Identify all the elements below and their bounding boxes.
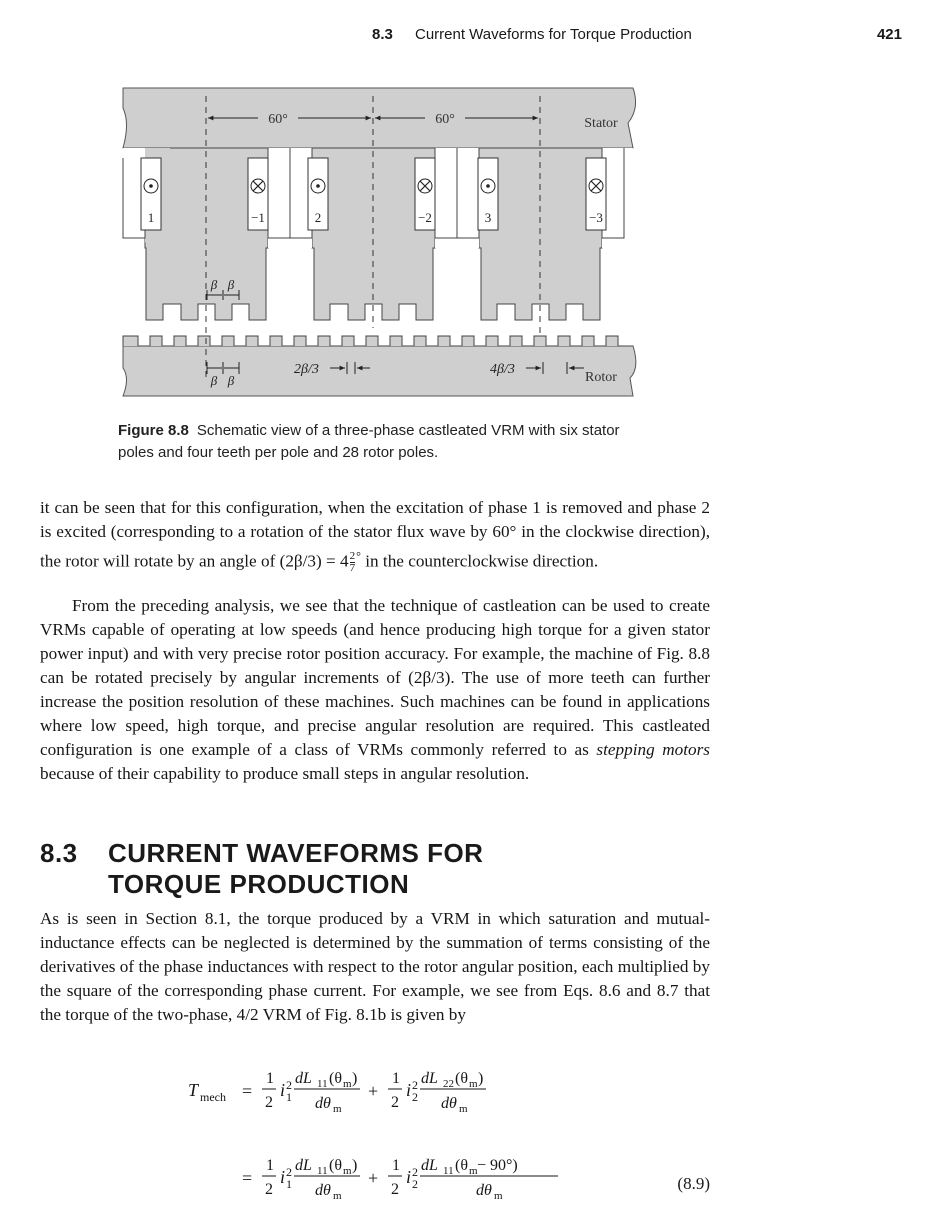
eq-i2-sq-b: 2 xyxy=(412,1165,418,1179)
paragraph-3 xyxy=(40,907,710,1027)
fraction-numerator: 2 xyxy=(349,549,356,562)
section-heading-number: 8.3 xyxy=(40,838,78,868)
eq-plus-1: + xyxy=(368,1081,379,1101)
eq-m-sub-a: m xyxy=(343,1078,352,1090)
term-stepping-motors: stepping motors xyxy=(596,740,710,759)
eq-equals-1: = xyxy=(242,1081,253,1101)
eq-i1-a: i xyxy=(280,1080,286,1100)
eq-i2-a: i xyxy=(406,1080,412,1100)
eq-i1-b: i xyxy=(280,1167,286,1187)
eq-plus-2: + xyxy=(368,1168,379,1188)
svg-text:−2: −2 xyxy=(418,210,432,225)
eq-i1-sq-b: 2 xyxy=(286,1165,292,1179)
eq-half-num-1: 1 xyxy=(266,1070,274,1087)
eq-L11-sub-b: 11 xyxy=(317,1165,328,1177)
paragraph-2-text-b: because of their capability to produce small steps in angular resolution. xyxy=(40,764,530,783)
paragraph-3-text: As is seen in Section 8.1, the torque produced by a VRM in which saturation and mutual-inductance effects can be neglected is determined by the summation of terms consisting of the derivatives of the phase inductances with respect to the rotor angular position, each multiplied by the square of the corresponding phase current. For example, we see from Eqs. 8.6 and 8.7 that the torque of the two-phase, 4/2 VRM of Fig. 8.1b is given by xyxy=(40,909,710,1024)
section-heading xyxy=(40,838,483,900)
svg-text:3: 3 xyxy=(484,210,492,225)
eq-dtheta-sub-d: m xyxy=(494,1190,503,1202)
beta-label-top-1: β xyxy=(210,277,218,292)
page-number: 421 xyxy=(876,26,902,43)
svg-text:1: 1 xyxy=(147,210,155,225)
svg-text:−3: −3 xyxy=(589,210,603,225)
eq-m-sub-c: m xyxy=(343,1165,352,1177)
eq-half-num-2: 1 xyxy=(392,1070,400,1087)
coil-neg2 xyxy=(415,158,435,230)
eq-m-sub-b: m xyxy=(469,1078,478,1090)
eq-L11-sub-c: 11 xyxy=(443,1165,454,1177)
eq-shift: − 90°) xyxy=(477,1157,518,1174)
beta-label-bottom-1: β xyxy=(210,373,218,388)
equation-graphic xyxy=(180,1068,710,1208)
figure-8-8 xyxy=(118,78,648,408)
angle-label-right: 60° xyxy=(435,112,455,127)
svg-text:−1: −1 xyxy=(251,210,265,225)
fraction-two-sevenths xyxy=(350,551,356,574)
eq-theta-a: (θ xyxy=(329,1070,342,1087)
eq-L22-sub: 22 xyxy=(443,1078,454,1090)
eq-i1-sq-a: 2 xyxy=(286,1078,292,1092)
eq-L11-sub-a: 11 xyxy=(317,1078,328,1090)
eq-half-den-4: 2 xyxy=(391,1181,399,1198)
eq-dL22: dL xyxy=(421,1070,438,1087)
eq-close-a: ) xyxy=(352,1070,358,1087)
figure-caption xyxy=(118,420,658,464)
eq-close-c: ) xyxy=(352,1157,358,1174)
vrm-schematic xyxy=(118,78,648,408)
eq-half-den-2: 2 xyxy=(391,1094,399,1111)
eq-half-num-3: 1 xyxy=(266,1157,274,1174)
two-beta-third-label: 2β/3 xyxy=(294,362,319,377)
rotor-label: Rotor xyxy=(585,370,617,385)
eq-dtheta-c: dθ xyxy=(315,1182,331,1199)
section-heading-line1: CURRENT WAVEFORMS FOR xyxy=(108,838,484,868)
paragraph-2 xyxy=(40,594,710,786)
rotor-body xyxy=(123,346,636,396)
paragraph-1 xyxy=(40,496,710,574)
eq-i2-b: i xyxy=(406,1167,412,1187)
eq-dtheta-sub-c: m xyxy=(333,1190,342,1202)
fraction-denominator: 7 xyxy=(349,561,356,574)
coil-2 xyxy=(308,158,328,230)
eq-i1-sub-a: 1 xyxy=(286,1090,292,1104)
eq-lhs-sub: mech xyxy=(200,1090,226,1104)
figure-caption-text: Schematic view of a three-phase castleated VRM with six stator poles and four teeth per pole and 28 rotor poles. xyxy=(118,422,620,461)
eq-i2-sub-b: 2 xyxy=(412,1177,418,1191)
eq-m-sub-d: m xyxy=(469,1165,478,1177)
eq-close-b: ) xyxy=(478,1070,484,1087)
equation-number: (8.9) xyxy=(677,1174,710,1193)
figure-number: Figure 8.8 xyxy=(118,422,189,439)
rotor-teeth xyxy=(123,336,633,346)
eq-half-den-1: 2 xyxy=(265,1094,273,1111)
beta-label-top-2: β xyxy=(227,277,235,292)
eq-i2-sub-a: 2 xyxy=(412,1090,418,1104)
eq-half-den-3: 2 xyxy=(265,1181,273,1198)
eq-dtheta-d: dθ xyxy=(476,1182,492,1199)
eq-theta-b: (θ xyxy=(455,1070,468,1087)
eq-half-num-4: 1 xyxy=(392,1157,400,1174)
stator-label: Stator xyxy=(584,116,618,131)
eq-theta-d: (θ xyxy=(455,1157,468,1174)
eq-lhs-T: T xyxy=(188,1080,199,1100)
eq-dtheta-sub-b: m xyxy=(459,1103,468,1115)
svg-text:2: 2 xyxy=(314,210,322,225)
angle-label-left: 60° xyxy=(268,112,288,127)
beta-label-bottom-2: β xyxy=(227,373,235,388)
section-heading-line2: TORQUE PRODUCTION xyxy=(108,869,410,899)
eq-dtheta-a: dθ xyxy=(315,1095,331,1112)
coil-1 xyxy=(141,158,161,230)
paragraph-1-text: it can be seen that for this configuration, when the excitation of phase 1 is removed and phase 2 is excited (corresponding to a rotation of the stator flux wave by 60° in the clockwise direction), the rotor will rotate by an angle of (2β/3) = 4 xyxy=(40,498,710,571)
degree-sign: ° xyxy=(356,549,361,563)
eq-dL11-b: dL xyxy=(295,1157,312,1174)
paragraph-2-text-a: From the preceding analysis, we see that the technique of castleation can be used to create VRMs capable of operating at low speeds (and hence producing high torque for a given stator power input) and with very precise rotor position accuracy. For example, the machine of Fig. 8.8 can be rotated precisely by angular increments of (2β/3). The use of more teeth can further increase the position resolution of these machines. Such machines can be found in applications where low speed, high torque, and precise angular resolution are required. This castleated configuration is one example of a class of VRMs commonly referred to as xyxy=(40,596,710,759)
eq-dtheta-b: dθ xyxy=(441,1095,457,1112)
eq-theta-c: (θ xyxy=(329,1157,342,1174)
coil-3 xyxy=(478,158,498,230)
coil-neg1 xyxy=(248,158,268,230)
eq-equals-2: = xyxy=(242,1168,253,1188)
eq-dL11-c: dL xyxy=(421,1157,438,1174)
equation-8-9 xyxy=(180,1068,710,1208)
header-section-number: 8.3 xyxy=(372,26,393,43)
running-header xyxy=(0,26,936,48)
coil-neg3 xyxy=(586,158,606,230)
eq-i1-sub-b: 1 xyxy=(286,1177,292,1191)
eq-i2-sq-a: 2 xyxy=(412,1078,418,1092)
eq-dL11-a: dL xyxy=(295,1070,312,1087)
four-beta-third-label: 4β/3 xyxy=(490,362,515,377)
header-section-title: Current Waveforms for Torque Production xyxy=(415,26,692,43)
paragraph-1-end: in the counterclockwise direction. xyxy=(360,551,599,571)
eq-dtheta-sub-a: m xyxy=(333,1103,342,1115)
